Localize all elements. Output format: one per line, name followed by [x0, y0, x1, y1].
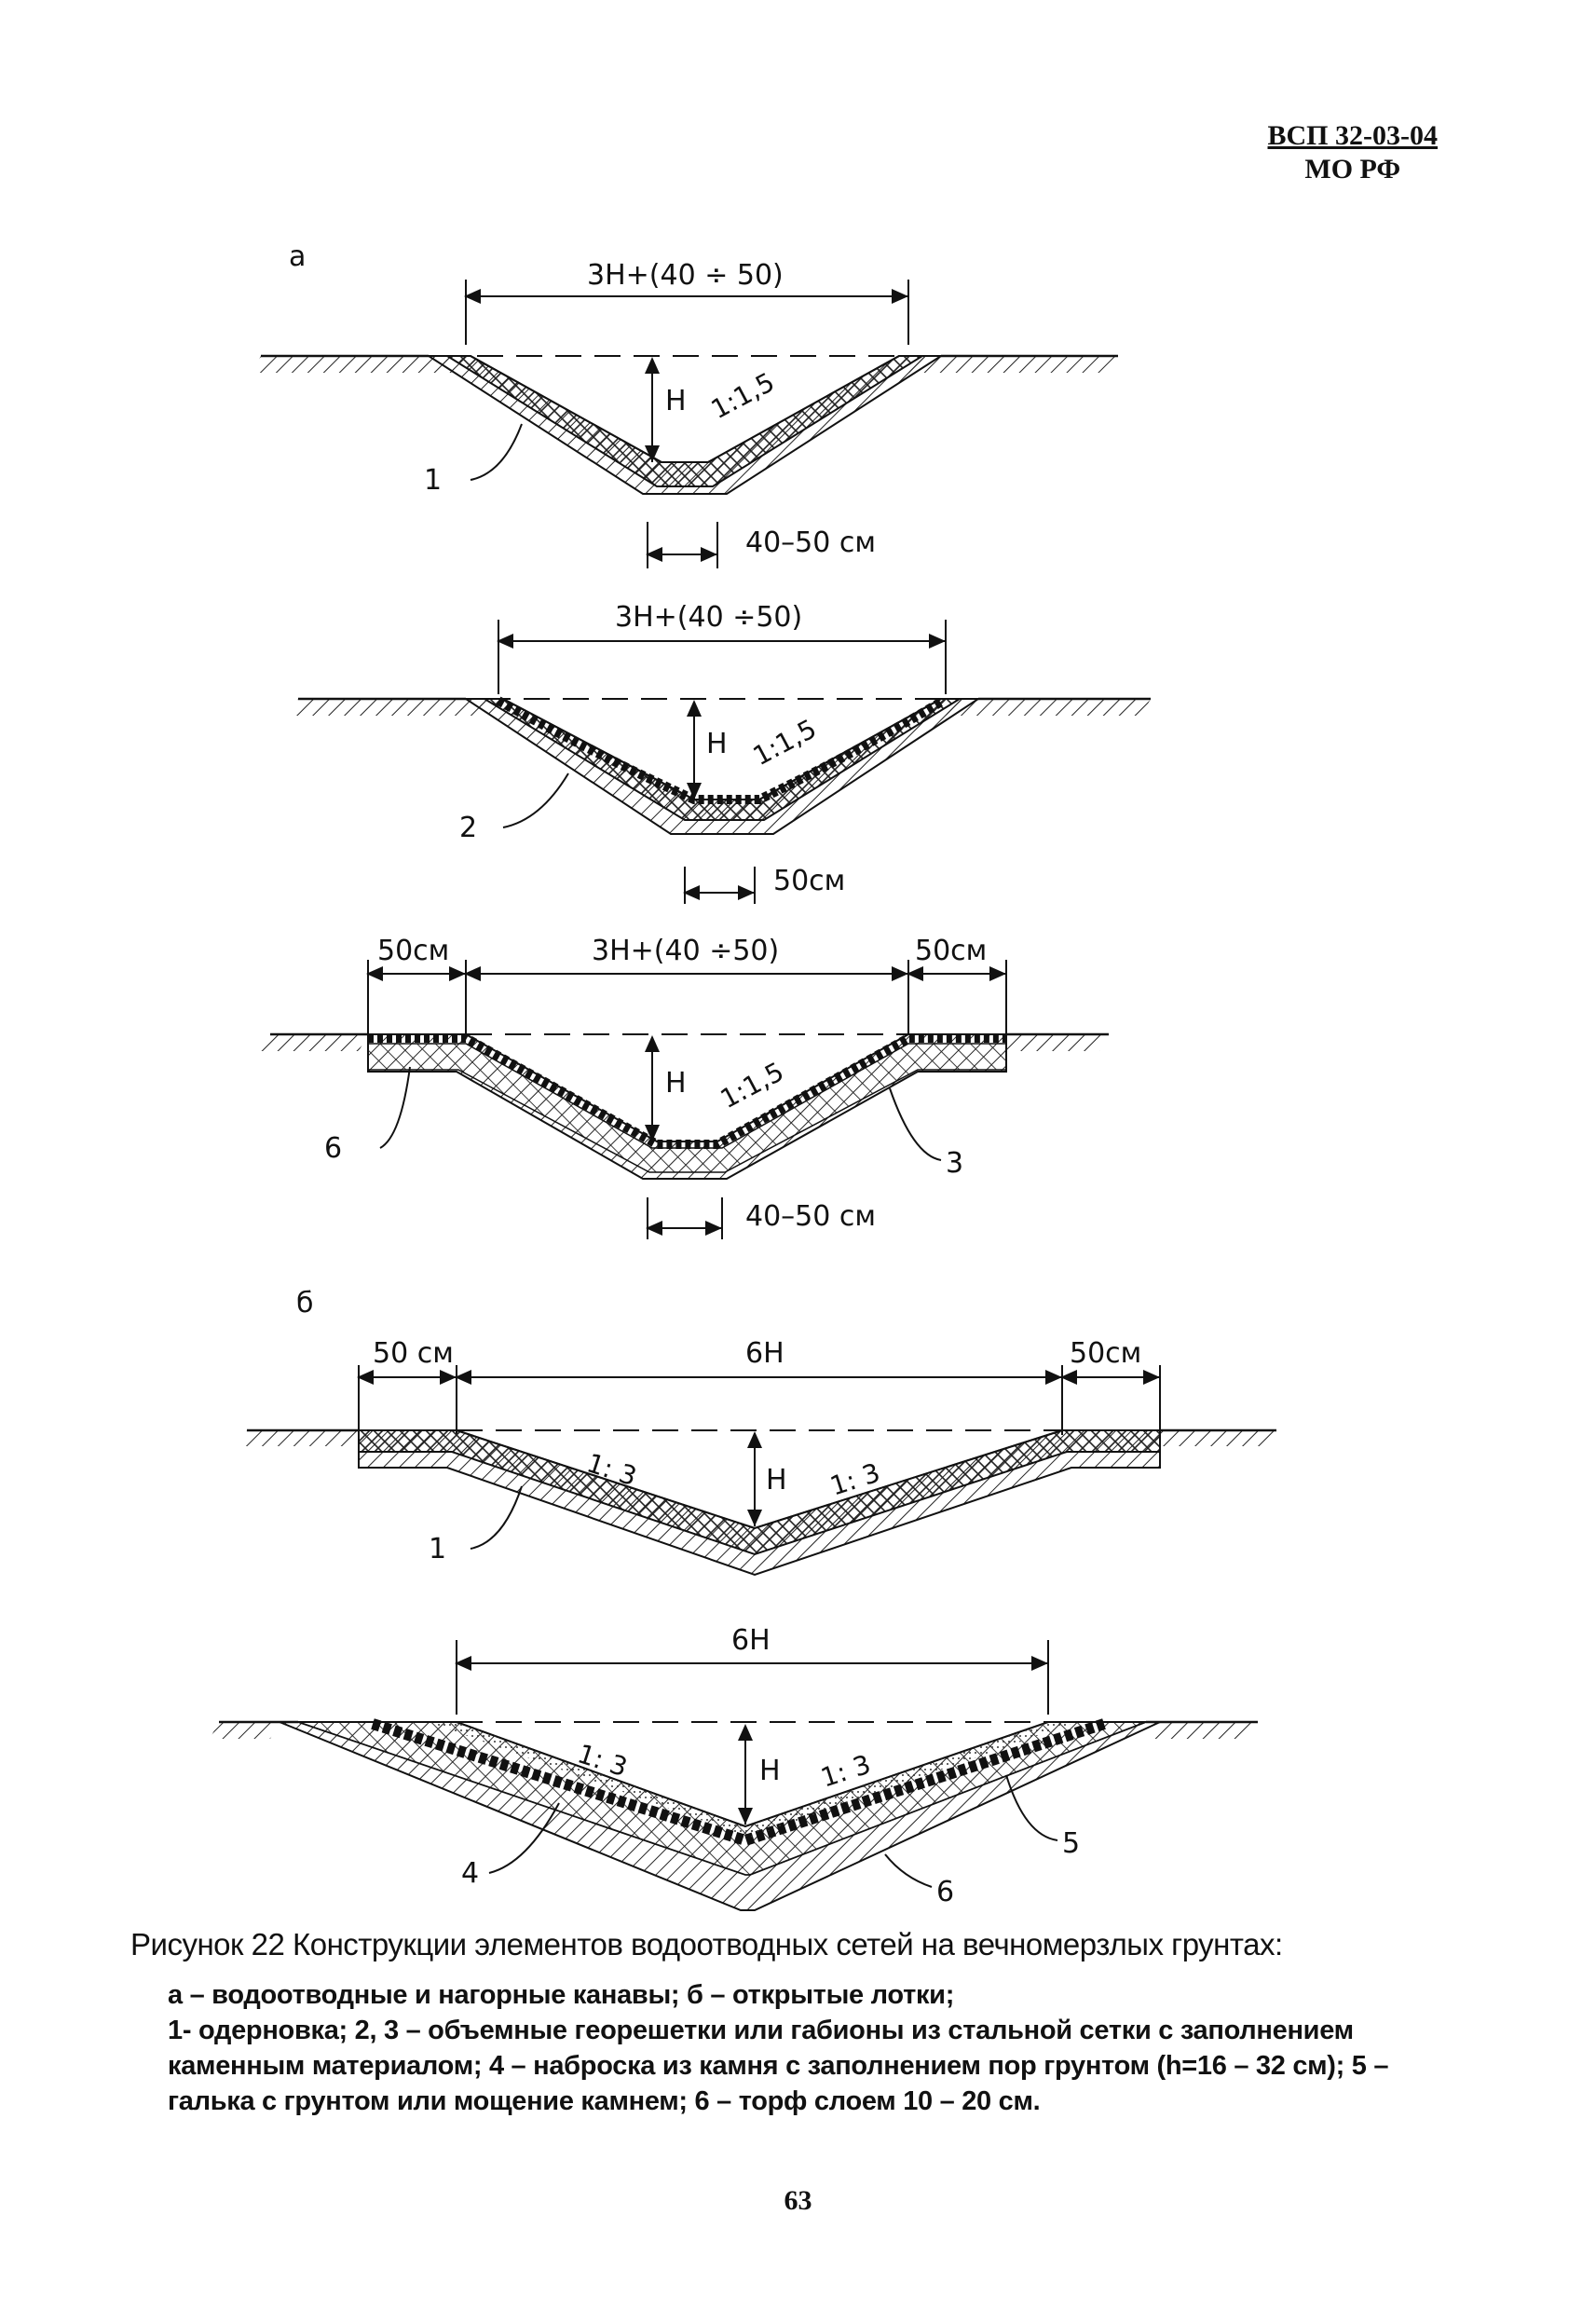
top-dimension-label: 3H+(40 ÷50) — [615, 601, 803, 634]
bottom-dimension-label: 40–50 см — [745, 1200, 877, 1233]
bottom-dimension-label: 50см — [773, 865, 846, 897]
depth-label: H — [766, 1464, 787, 1497]
page-number: 63 — [784, 2185, 812, 2216]
panel-b-letter: б — [296, 1287, 314, 1319]
document-org: МО РФ — [1304, 154, 1401, 185]
right-dimension-label: 50см — [915, 935, 988, 967]
slope-left-label: 1: 3 — [573, 1738, 632, 1784]
figure-4-open-tray-turf — [238, 1337, 1276, 1575]
callout-5: 5 — [1062, 1827, 1081, 1860]
callout-4: 4 — [461, 1857, 480, 1890]
figure-2-ditch-with-geogrid — [289, 601, 1151, 904]
left-dimension-label: 50 см — [373, 1337, 454, 1370]
callout-6: 6 — [936, 1876, 955, 1908]
callout-2: 2 — [459, 812, 478, 844]
figure-legend — [168, 1977, 1472, 2119]
slope-left-label: 1: 3 — [582, 1447, 641, 1493]
top-dimension-label: 6H — [745, 1337, 784, 1370]
slope-right-label: 1: 3 — [825, 1456, 884, 1502]
legend-line-2: 1- одерновка; 2, 3 – объемные георешетки или габионы из стальной сетки с заполнением каменным материалом; 4 – наброска из камня с заполнением пор грунтом (h=16 – 32 см); 5 – галька с грунтом или мощение камнем; 6 – торф слоем 10 – 20 см. — [168, 2016, 1389, 2116]
slope-right-label: 1: 3 — [816, 1748, 875, 1794]
slope-label: 1:1,5 — [705, 366, 780, 426]
depth-label: H — [665, 1067, 687, 1100]
figure-1-trapezoid-ditch — [252, 259, 1118, 568]
top-dimension-label: 6H — [731, 1624, 771, 1657]
legend-line-1: а – водоотводные и нагорные канавы; б – открытые лотки; — [168, 1980, 955, 2010]
top-dimension-label: 3H+(40 ÷ 50) — [587, 259, 784, 292]
slope-label: 1:1,5 — [715, 1056, 789, 1115]
document-code: ВСП 32-03-04 — [1267, 120, 1438, 151]
bottom-dimension-label: 40–50 см — [745, 526, 877, 559]
depth-label: H — [706, 728, 728, 760]
slope-label: 1:1,5 — [747, 713, 822, 772]
depth-label: H — [759, 1755, 781, 1787]
figure-3-ditch-with-berms — [261, 935, 1109, 1239]
panel-a-letter: а — [289, 240, 307, 273]
depth-label: H — [665, 385, 687, 417]
top-dimension-label: 3H+(40 ÷50) — [592, 935, 780, 967]
callout-3: 3 — [946, 1147, 964, 1180]
left-dimension-label: 50см — [377, 935, 450, 967]
figure-caption: Рисунок 22 Конструкции элементов водоотводных сетей на вечномерзлых грунтах: — [130, 1927, 1283, 1961]
callout-1: 1 — [424, 464, 443, 497]
callout-1: 1 — [429, 1533, 447, 1565]
figure-5-open-tray-stone — [210, 1624, 1258, 1910]
right-dimension-label: 50см — [1070, 1337, 1142, 1370]
callout-6: 6 — [324, 1132, 343, 1165]
